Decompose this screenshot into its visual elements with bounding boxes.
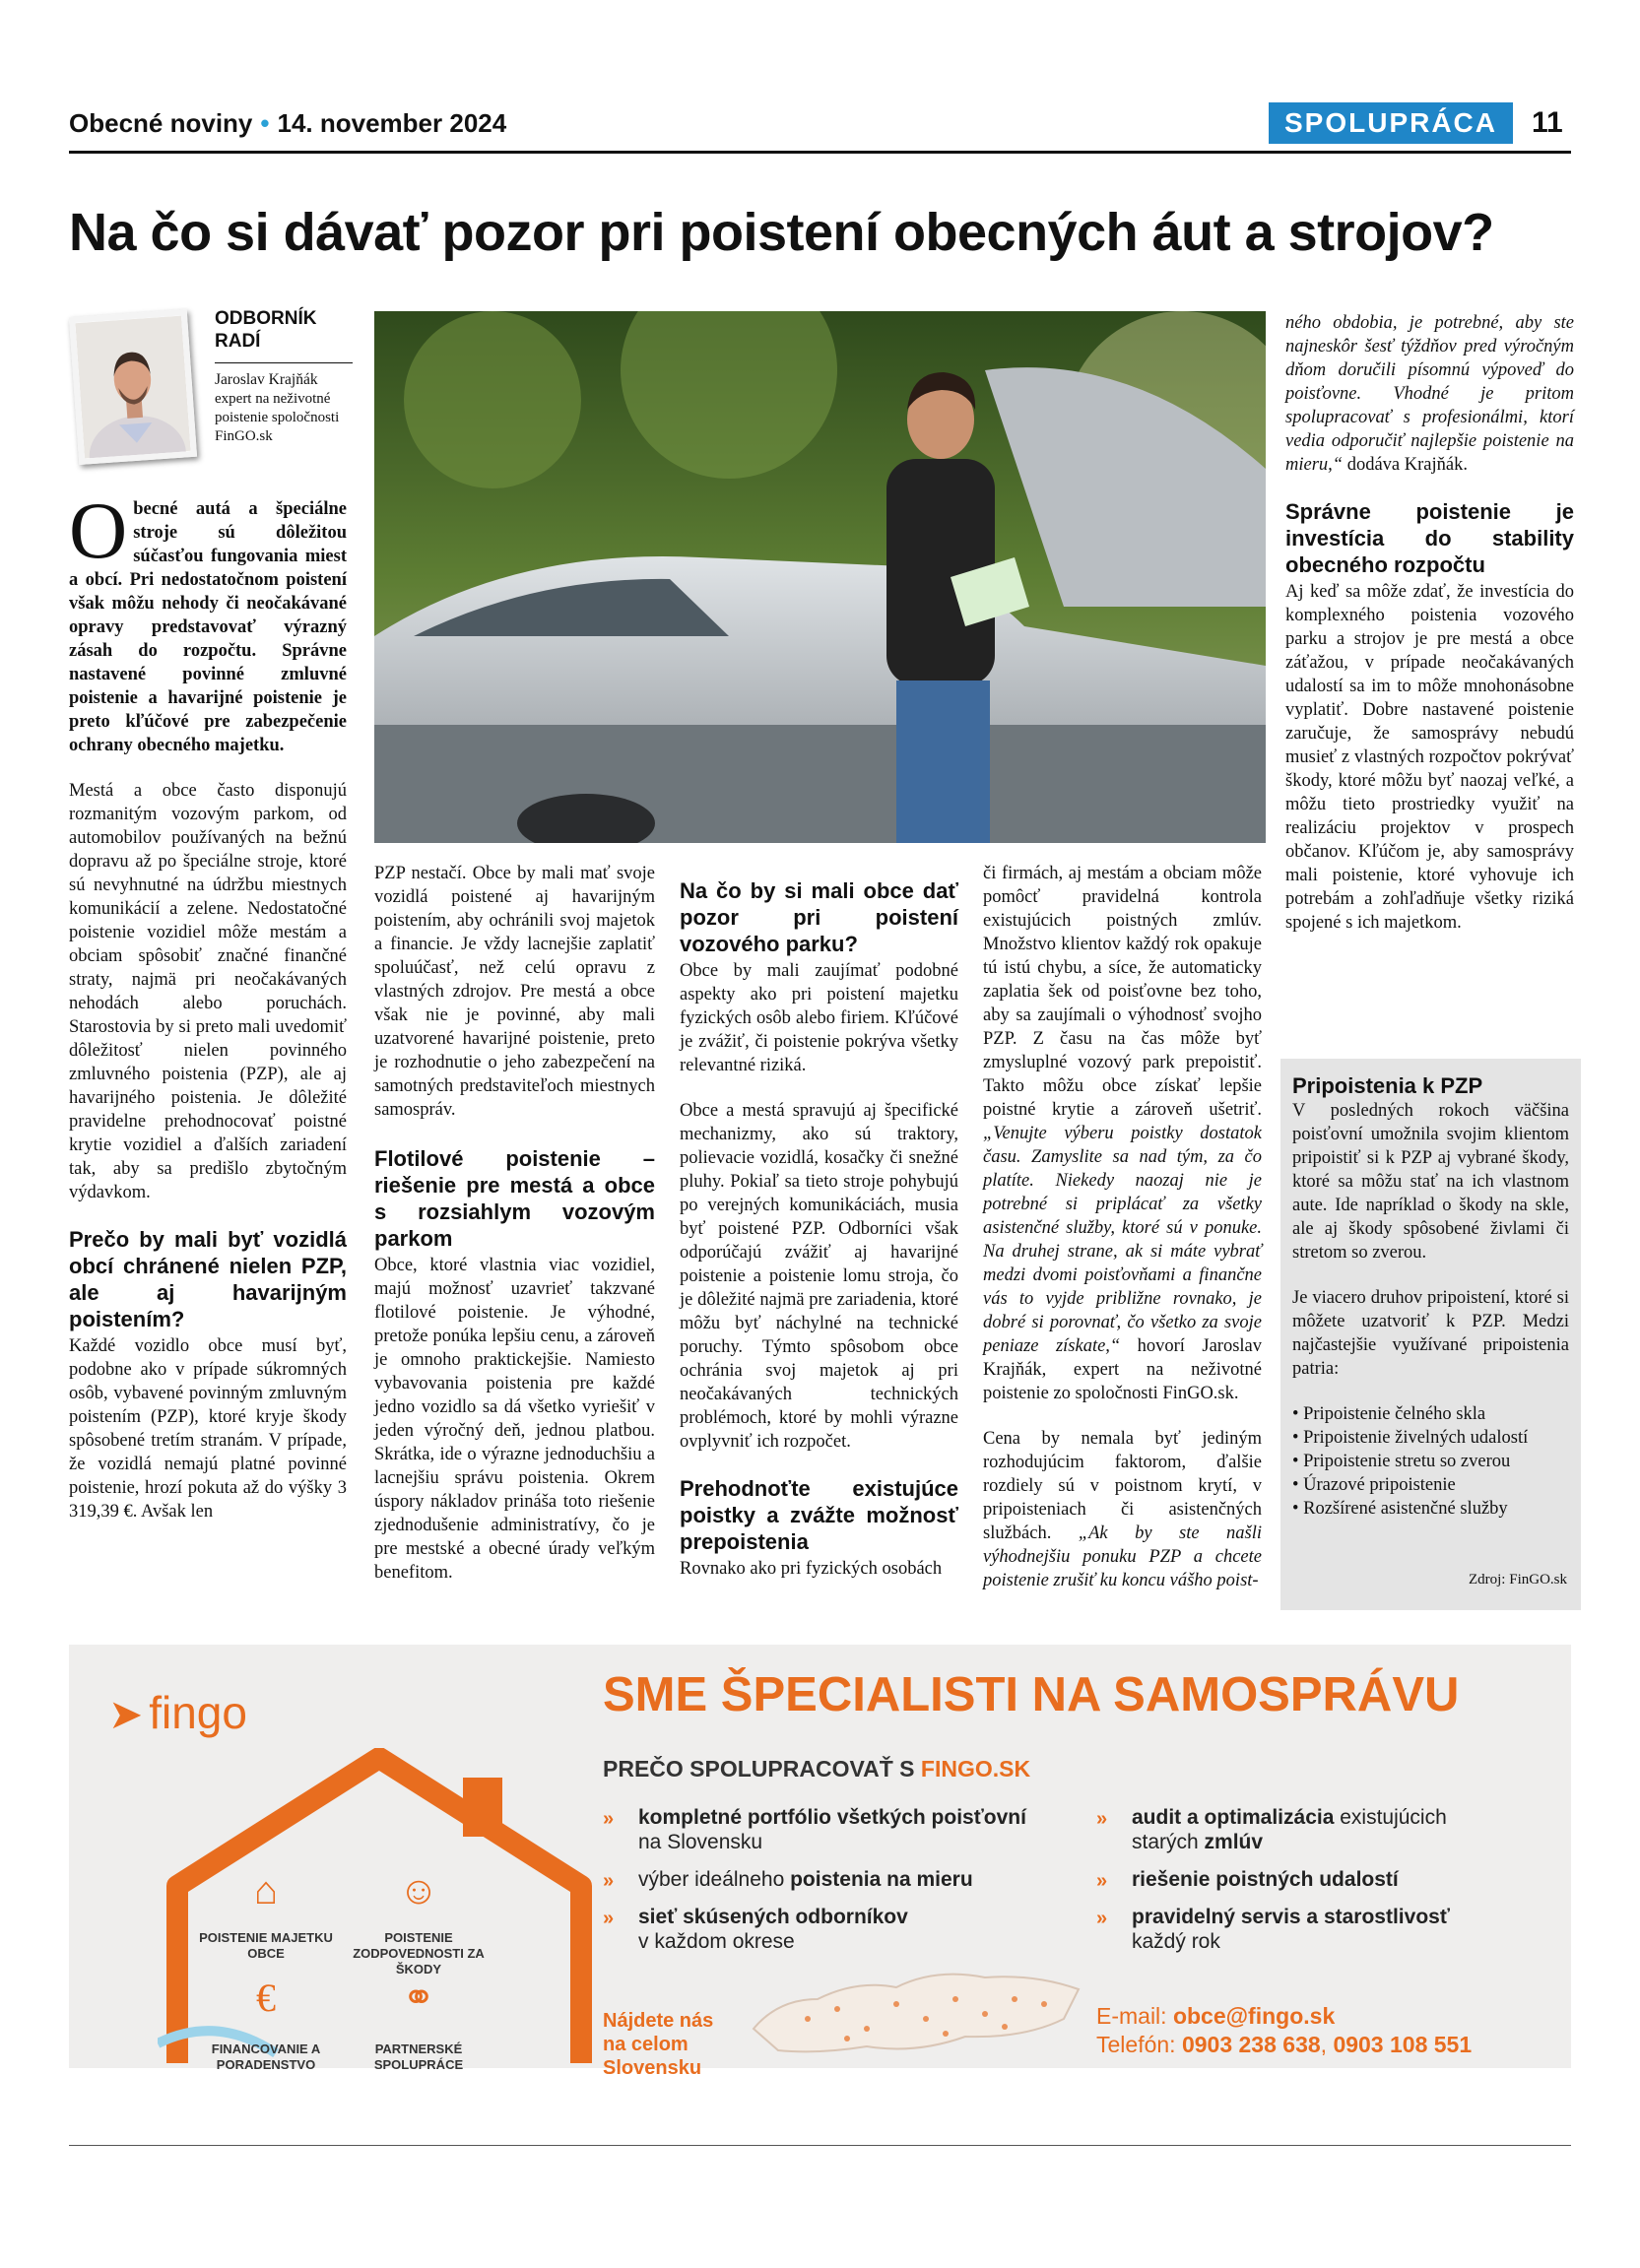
sidebar-list [1292,1402,1569,1521]
list-item: • Pripoistenie stretu so zverou [1292,1450,1569,1473]
email-link[interactable]: obce@fingo.sk [1172,2003,1336,2029]
issue-date: 14. november 2024 [277,108,507,138]
expert-byline [215,370,358,446]
fingo-logo [108,1686,247,1739]
logo-text: fingo [149,1687,247,1738]
ad-subtitle [603,1756,1030,1782]
column-3 [680,877,958,1581]
body-paragraph: Mestá a obce často disponujú rozmanitým vozovým parkom, od automobilov používaných na bežnú dopravu až po špeciálne stroje, ktoré sú nevyhnutné na údržbu miestnych komunikácií a zelene. Nedostatočné poistenie vozidiel môže mestám a obciam spôsobiť značné finančné straty, najmä pri neočakávaných nehodách alebo poruchách. Starostovia by si preto mali uvedomiť dôležitosť nielen povinného zmluvného poistenia (PZP), ale aj havarijného poistenia. Je dôležité pravidelne prehodnocovať poistné krytie vozidiel a ďalších zariadení tak, aby sa predišlo zbytočným výdavkom. [69,781,347,1202]
chevron-right-icon: » [1096,1808,1108,1830]
chevron-right-icon: » [1096,1908,1108,1929]
ad-benefits-left [603,1805,1066,1967]
list-item: • Úrazové pripoistenie [1292,1473,1569,1497]
quote-text: „Venujte výberu poistky dostatok času. Zamyslite sa nad tým, za čo platíte. Niekedy naozaj nie je potrebné si priplácať za všetky asistenčné služby, ktoré sú v ponuke. Na druhej strane, ak si máte vybrať medzi dvomi poisťovňami a finančne vás to vyjde približne rovnako, je dobré si porovnať, čo všetko za svoje peniaze získate,“ [983,1124,1262,1356]
benefit-bold: riešenie poistných udalostí [1132,1868,1399,1891]
chevron-right-icon: » [603,1908,615,1929]
house-label-financing: FINANCOVANIE A PORADENSTVO [211,2041,321,2072]
column-1 [69,486,347,1523]
list-item: • Pripoistenie čelného skla [1292,1402,1569,1426]
slovakia-map [749,1960,1083,2058]
pzp-sidebar [1280,1059,1581,1610]
ad-benefits-right [1096,1805,1540,1967]
contact-info [1096,2002,1472,2059]
body-paragraph: Obce a mestá spravujú aj špecifické mechanizmy, ako sú traktory, polievacie vozidlá, kosačky či snežné pluhy. Pokiaľ sa tieto stroje pohybujú po verejných komunikáciách, musia byť poistené PZP. Odborníci však odporúčajú zvážiť aj havarijné poistenie a poistenie lomu stroja, čo je dôležité najmä pre zariadenia, ktoré môžu byť náchylné na technické poruchy. Týmto spôsobom obce ochránia svoj majetok aj pri neočakávaných technických problémoch, ktoré by mohli výrazne ovplyvniť ich rozpočet. [680,1101,958,1452]
text-run: či firmách, aj mestám a obciam môže pomôcť pravidelná kontrola existujúcich poistných zmlúv. Množstvo klientov každý rok opakuje tú istú chybu, a síce, že automaticky zaplatia šek od poisťovne bez toho, aby sa zaujímali o výhodnosť svojho PZP. Z času na čas môže byť zmysluplné vozový park prepoistiť. Takto môžu obce získať lepšie poistné krytie a zároveň ušetriť. [983,864,1262,1120]
house-property-icon: ⌂ [253,1868,278,1912]
lead-paragraph [69,486,347,757]
portrait-image [75,315,190,458]
text-run: dodáva Krajňák. [1343,455,1468,475]
chevron-right-icon: » [603,1808,615,1830]
expert-portrait [69,309,197,465]
body-paragraph [983,862,1262,1405]
body-paragraph [983,1427,1262,1592]
benefit-text: výber ideálneho [638,1868,791,1891]
benefit-text: na Slovensku [638,1831,763,1853]
body-paragraph: Aj keď sa môže zdať, že investícia do komplexného poistenia vozového parku a strojov je pre mestá a obce záťažou, v prípade neočakávaných udalostí sa im to môže mnohonásobne vyplatiť. Dobre nastavené poistenie zaručuje, že samosprávy nebudú musieť z vlastných rozpočtov pokrývať škody, ktoré môžu byť naozaj veľké, a môžu tieto prostriedky využiť na realizáciu projektov v prospech občanov. Kľúčom je, aby samosprávy mali poistenie, ktoré vyhovuje ich potrebám a zohľadňuje všetky riziká spojené s ich majetkom. [1285,582,1574,933]
benefit-text: každý rok [1132,1930,1220,1953]
find-us-text: Nájdete nás na celom Slovensku [603,2010,714,2079]
article-photo [374,311,1266,843]
subheading: Prehodnoťte existujúce poistky a zvážte možnosť prepoistenia [680,1476,958,1554]
page-number: 11 [1532,106,1563,139]
body-paragraph: Každé vozidlo obce musí byť, podobne ako v prípade súkromných osôb, vybavené povinným zmluvným poistením (PZP), ktoré kryje škody spôsobené tretím stranám. V prípade, že vozidlá nemajú platné povinné poistenie, hrozí pokuta až do výšky 3 319,39 €. Avšak len [69,1336,347,1522]
benefit-text: v každom okrese [638,1930,795,1953]
body-paragraph: Obce, ktoré vlastnia viac vozidiel, majú možnosť uzavrieť takzvané flotilové poistenie. Je výhodné, pretože ponúka lepšiu cenu, a zároveň je omnoho praktickejšie. Namiesto vybavovania poistenia pre každé jedno vozidlo sa dá všetko vyriešiť v jeden výročný deň, jednou platbou. Skrátka, ide o výrazne jednoduchšiu a lacnejšiu správu poistenia. Okrem úspory nákladov prináša toto riešenie zjednodušenie administratívy, čo je pre mestské a obecné úrady veľkým benefitom. [374,1256,655,1583]
sidebar-title: Pripoistenia k PZP [1292,1073,1483,1098]
benefit-item [603,1805,1066,1854]
subtitle-brand: FINGO.SK [920,1756,1031,1782]
drop-cap: O [69,486,128,575]
subheading: Prečo by mali byť vozidlá obcí chránené nielen PZP, ale aj havarijným poistením? [69,1227,347,1331]
body-paragraph: Rovnako ako pri fyzických osobách [680,1559,943,1579]
money-bag-icon: € [256,1976,276,2020]
benefit-item [1096,1867,1540,1892]
publication-name: Obecné noviny [69,108,253,138]
chevron-right-icon: » [603,1870,615,1892]
benefit-bold: zmlúv [1204,1831,1264,1853]
man-with-car-image [374,311,1266,843]
sidebar-paragraph: V posledných rokoch väčšina poisťovní umožnila svojim klientom pripoistiť si k PZP aj vybrané škody, ktoré sa môžu stať na ich vlastnom aute. Ide napríklad o škody na skle, ale aj škody spôsobené živlami či stretom so zverou. [1292,1101,1569,1263]
benefit-item [603,1905,1066,1954]
benefit-bold: sieť skúsených odborníkov [638,1906,908,1928]
benefit-bold: poistenia na mieru [790,1868,973,1891]
text-run: hovorí Jaroslav Krajňák, expert na neživotné poistenie zo spoločnosti FinGO.sk. [983,1336,1262,1403]
publication-header [69,108,506,139]
list-item: • Pripoistenie živelných udalostí [1292,1426,1569,1450]
email-label: E-mail: [1096,2003,1173,2029]
benefit-item [603,1867,1066,1892]
phone-separator: , [1320,2032,1334,2057]
house-graphic [158,1748,601,2063]
subheading: Na čo by si mali obce dať pozor pri poistení vozového parku? [680,878,958,956]
ad-title: SME ŠPECIALISTI NA SAMOSPRÁVU [603,1668,1460,1721]
benefit-bold: audit a optimalizácia [1132,1806,1335,1829]
header-rule [69,151,1571,154]
section-tag: SPOLUPRÁCA [1269,102,1513,144]
body-paragraph: PZP nestačí. Obce by mali mať svoje vozidlá poistené aj havarijným poistením, aby ochránili svoj majetok a financie. Je vždy lacnejšie zaplatiť spoluúčasť, než celú opravu z vlastných zdrojov. Pre mestá a obce však nie je povinné, aby mali uzatvorené havarijné poistenie, preto je rozhodnutie o jeho zabezpečení na samotných predstaviteľoch miestnych samospráv. [374,864,655,1120]
benefit-text: starých [1132,1831,1205,1853]
house-label-property: POISTENIE MAJETKU OBCE [199,1930,333,1961]
person-icon: ☺ [398,1868,439,1912]
benefit-bold: kompletné portfólio všetkých poisťovní [638,1806,1026,1829]
expert-name: Jaroslav Krajňák [215,371,318,388]
column-2 [374,862,655,1585]
quote-text: „Ak by ste našli výhodnejšiu ponuku PZP a chcete poistenie zrušiť ku koncu vášho poist- [983,1523,1262,1590]
handshake-icon: ⚭ [402,1976,435,2020]
body-paragraph [1285,311,1574,477]
benefit-item [1096,1905,1540,1954]
logo-arrow-icon: ➤ [108,1691,144,1737]
expert-role: expert na neživotné poistenie spoločnosti FinGO.sk [215,391,340,444]
lead-text: becné autá a špeciálne stroje sú dôležitou súčasťou fungovania miest a obcí. Pri nedostatočnom poistení však môžu nehody či neočakávané opravy predstavovať výrazný zásah do rozpočtu. Správne nastavené povinné zmluvné poistenie a havarijné poistenie je preto kľúčové pre zabezpečenie ochrany obecného majetku. [69,499,347,755]
quote-text: ného obdobia, je potrebné, aby ste najneskôr šesť týždňov pred výročným dňom doručili písomnú výpoveď do poisťovne. Vhodné je pritom spolupracovať s profesionálmi, ktorí vedia odporučiť najlepšie poistenie na mieru,“ [1285,313,1574,475]
benefit-item [1096,1805,1540,1854]
subtitle-prefix: PREČO SPOLUPRACOVAŤ S [603,1756,921,1782]
phone-number[interactable]: 0903 238 638 [1181,2032,1321,2057]
body-paragraph: Obce by mali zaujímať podobné aspekty ako pri poistení majetku fyzických osôb alebo firiem. Kľúčové je zvážiť, či poistenie pokrýva všetky relevantné riziká. [680,961,958,1075]
house-label-liability: POISTENIE ZODPOVEDNOSTI ZA ŠKODY [353,1930,485,1976]
expert-rule [215,362,353,363]
footer-rule [69,2145,1571,2146]
phone-label: Telefón: [1096,2032,1182,2057]
column-5 [1285,311,1574,935]
expert-title: ODBORNÍK RADÍ [215,308,317,352]
phone-number[interactable]: 0903 108 551 [1333,2032,1473,2057]
separator-dot: • [260,108,270,138]
benefit-text: existujúcich [1334,1806,1447,1829]
sidebar-paragraph: Je viacero druhov pripoistení, ktoré si môžete uzatvoriť k PZP. Medzi najčastejšie využívané pripoistenia patria: [1292,1288,1569,1379]
column-4 [983,862,1262,1592]
house-label-partnership: PARTNERSKÉ SPOLUPRÁCE [373,2041,464,2072]
subheading: Flotilové poistenie – riešenie pre mestá a obce s rozsiahlym vozovým parkom [374,1146,655,1251]
chevron-right-icon: » [1096,1870,1108,1892]
source-note: Zdroj: FinGO.sk [1468,1572,1567,1588]
subheading: Správne poistenie je investícia do stability obecného rozpočtu [1285,499,1574,577]
benefit-bold: pravidelný servis a starostlivosť [1132,1906,1450,1928]
text-run: Cena by nemala byť jediným rozhodujúcim faktorom, ďalšie rozdiely sú v poistnom krytí, v pripoisteniach či asistenčných službách. [983,1429,1262,1543]
article-headline: Na čo si dávať pozor pri poistení obecných áut a strojov? [69,203,1494,262]
list-item: • Rozšírené asistenčné služby [1292,1497,1569,1521]
